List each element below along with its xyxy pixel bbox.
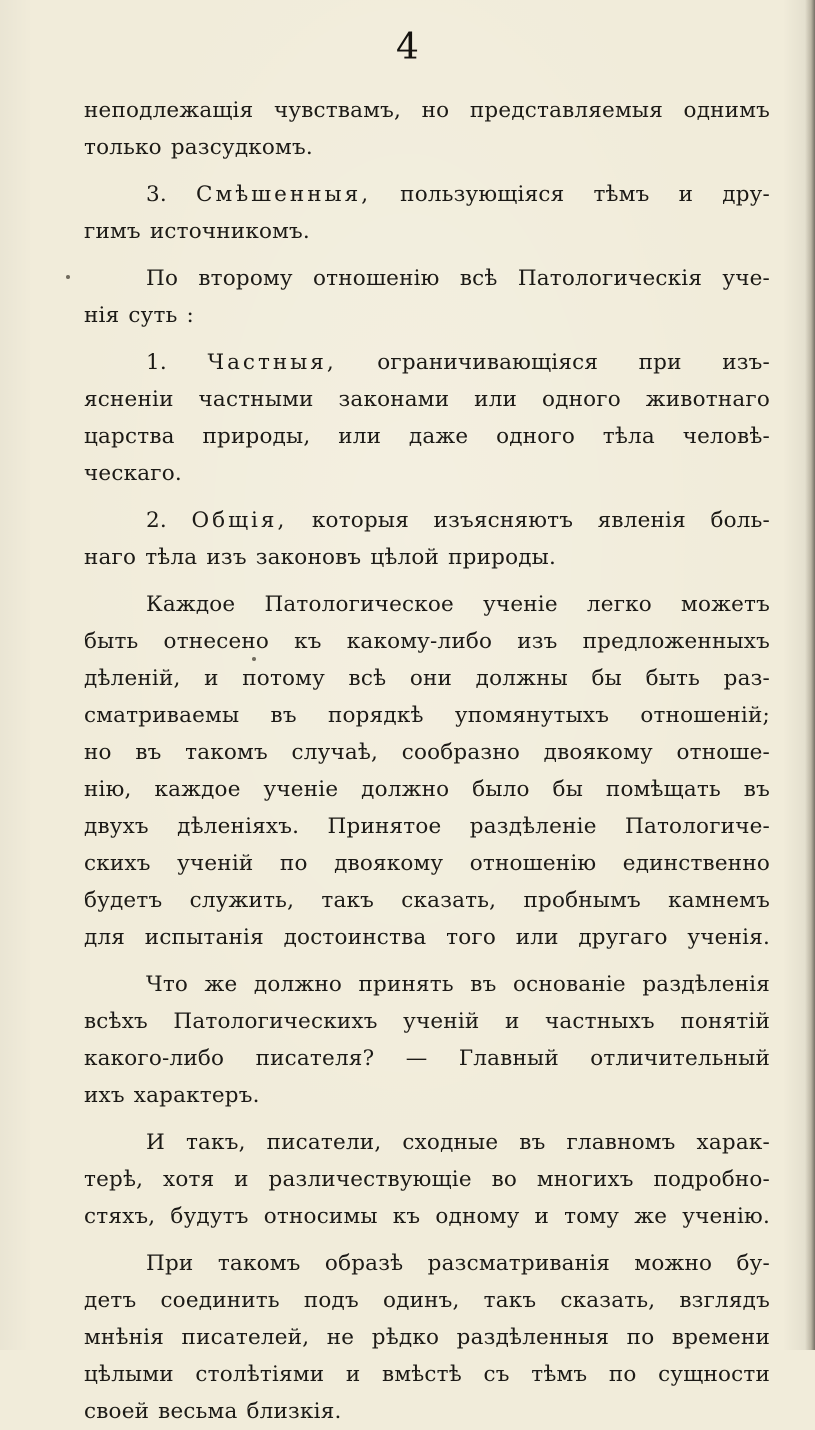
text-line: только разсудкомъ.: [84, 135, 313, 160]
text-line: нія суть :: [84, 303, 194, 328]
text-line: будетъ служить, такъ сказать, пробнымъ камнемъ: [84, 888, 770, 913]
list-item-mixed: [84, 176, 770, 213]
text-line: для испытанія достоинства того или другаго ученія.: [84, 925, 770, 950]
text-line: наго тѣла изъ законовъ цѣлой природы.: [84, 545, 557, 570]
list-item-particular: [84, 344, 770, 381]
paragraph-start: И такъ, писатели, сходные въ главномъ харак-: [146, 1130, 770, 1155]
list-number: 3.: [146, 182, 167, 207]
text-line: но въ такомъ случаѣ, сообразно двоякому отноше-: [84, 740, 770, 765]
body-text: [84, 92, 770, 1430]
list-number: 1.: [146, 350, 167, 375]
text-line: терѣ, хотя и различествующіе во многихъ подробно-: [84, 1167, 770, 1192]
page-edge-shadow: [805, 0, 815, 1350]
list-number: 2.: [146, 508, 167, 533]
paragraph-start: Каждое Патологическое ученіе легко можетъ: [146, 592, 770, 617]
paragraph-start: Что же должно принять въ основаніе раздѣленія: [146, 972, 770, 997]
text-line: ихъ характеръ.: [84, 1083, 260, 1108]
text-line: стяхъ, будутъ относимы къ одному и тому же ученію.: [84, 1204, 770, 1229]
text-line: неподлежащія чувствамъ, но представляемыя однимъ: [84, 98, 770, 123]
text-line: двухъ дѣленіяхъ. Принятое раздѣленіе Патологиче-: [84, 814, 770, 839]
text-line: своей весьма близкія.: [84, 1399, 342, 1424]
text-line: детъ соединить подъ одинъ, такъ сказать, взглядъ: [84, 1288, 770, 1313]
ink-speck: [66, 275, 70, 279]
text-line: мнѣнія писателей, не рѣдко раздѣленныя по времени: [84, 1325, 770, 1350]
text-line: ческаго.: [84, 461, 182, 486]
paragraph-start: При такомъ образѣ разсматриванія можно бу-: [146, 1251, 770, 1276]
page-number: 4: [396, 27, 419, 68]
text-line: нію, каждое ученіе должно было бы помѣщать въ: [84, 777, 770, 802]
text-line: ясненіи частными законами или одного животнаго: [84, 387, 770, 412]
text-fragment: ограничивающіяся при изъ-: [377, 350, 770, 375]
text-fragment: пользующіяся тѣмъ и дру-: [400, 182, 770, 207]
text-line: быть отнесено къ какому-либо изъ предложенныхъ: [84, 629, 770, 654]
text-line: всѣхъ Патологическихъ ученій и частныхъ понятій: [84, 1009, 770, 1034]
list-item-general: [84, 502, 770, 539]
paragraph-start: По второму отношенію всѣ Патологическія уче-: [146, 266, 770, 291]
text-fragment: которыя изъясняютъ явленія боль-: [311, 508, 770, 533]
text-line: скихъ ученій по двоякому отношенію единственно: [84, 851, 770, 876]
term-emphasis: Общія,: [191, 508, 288, 533]
text-line: какого-либо писателя? — Главный отличительный: [84, 1046, 770, 1071]
text-line: гимъ источникомъ.: [84, 219, 310, 244]
text-line: сматриваемы въ порядкѣ упомянутыхъ отношеній;: [84, 703, 770, 728]
term-emphasis: Смѣшенныя,: [196, 182, 372, 207]
text-line: цѣлыми столѣтіями и вмѣстѣ съ тѣмъ по сущности: [84, 1362, 770, 1387]
text-line: дѣленій, и потому всѣ они должны бы быть раз-: [84, 666, 770, 691]
term-emphasis: Частныя,: [207, 350, 337, 375]
text-line: царства природы, или даже одного тѣла человѣ-: [84, 424, 770, 449]
